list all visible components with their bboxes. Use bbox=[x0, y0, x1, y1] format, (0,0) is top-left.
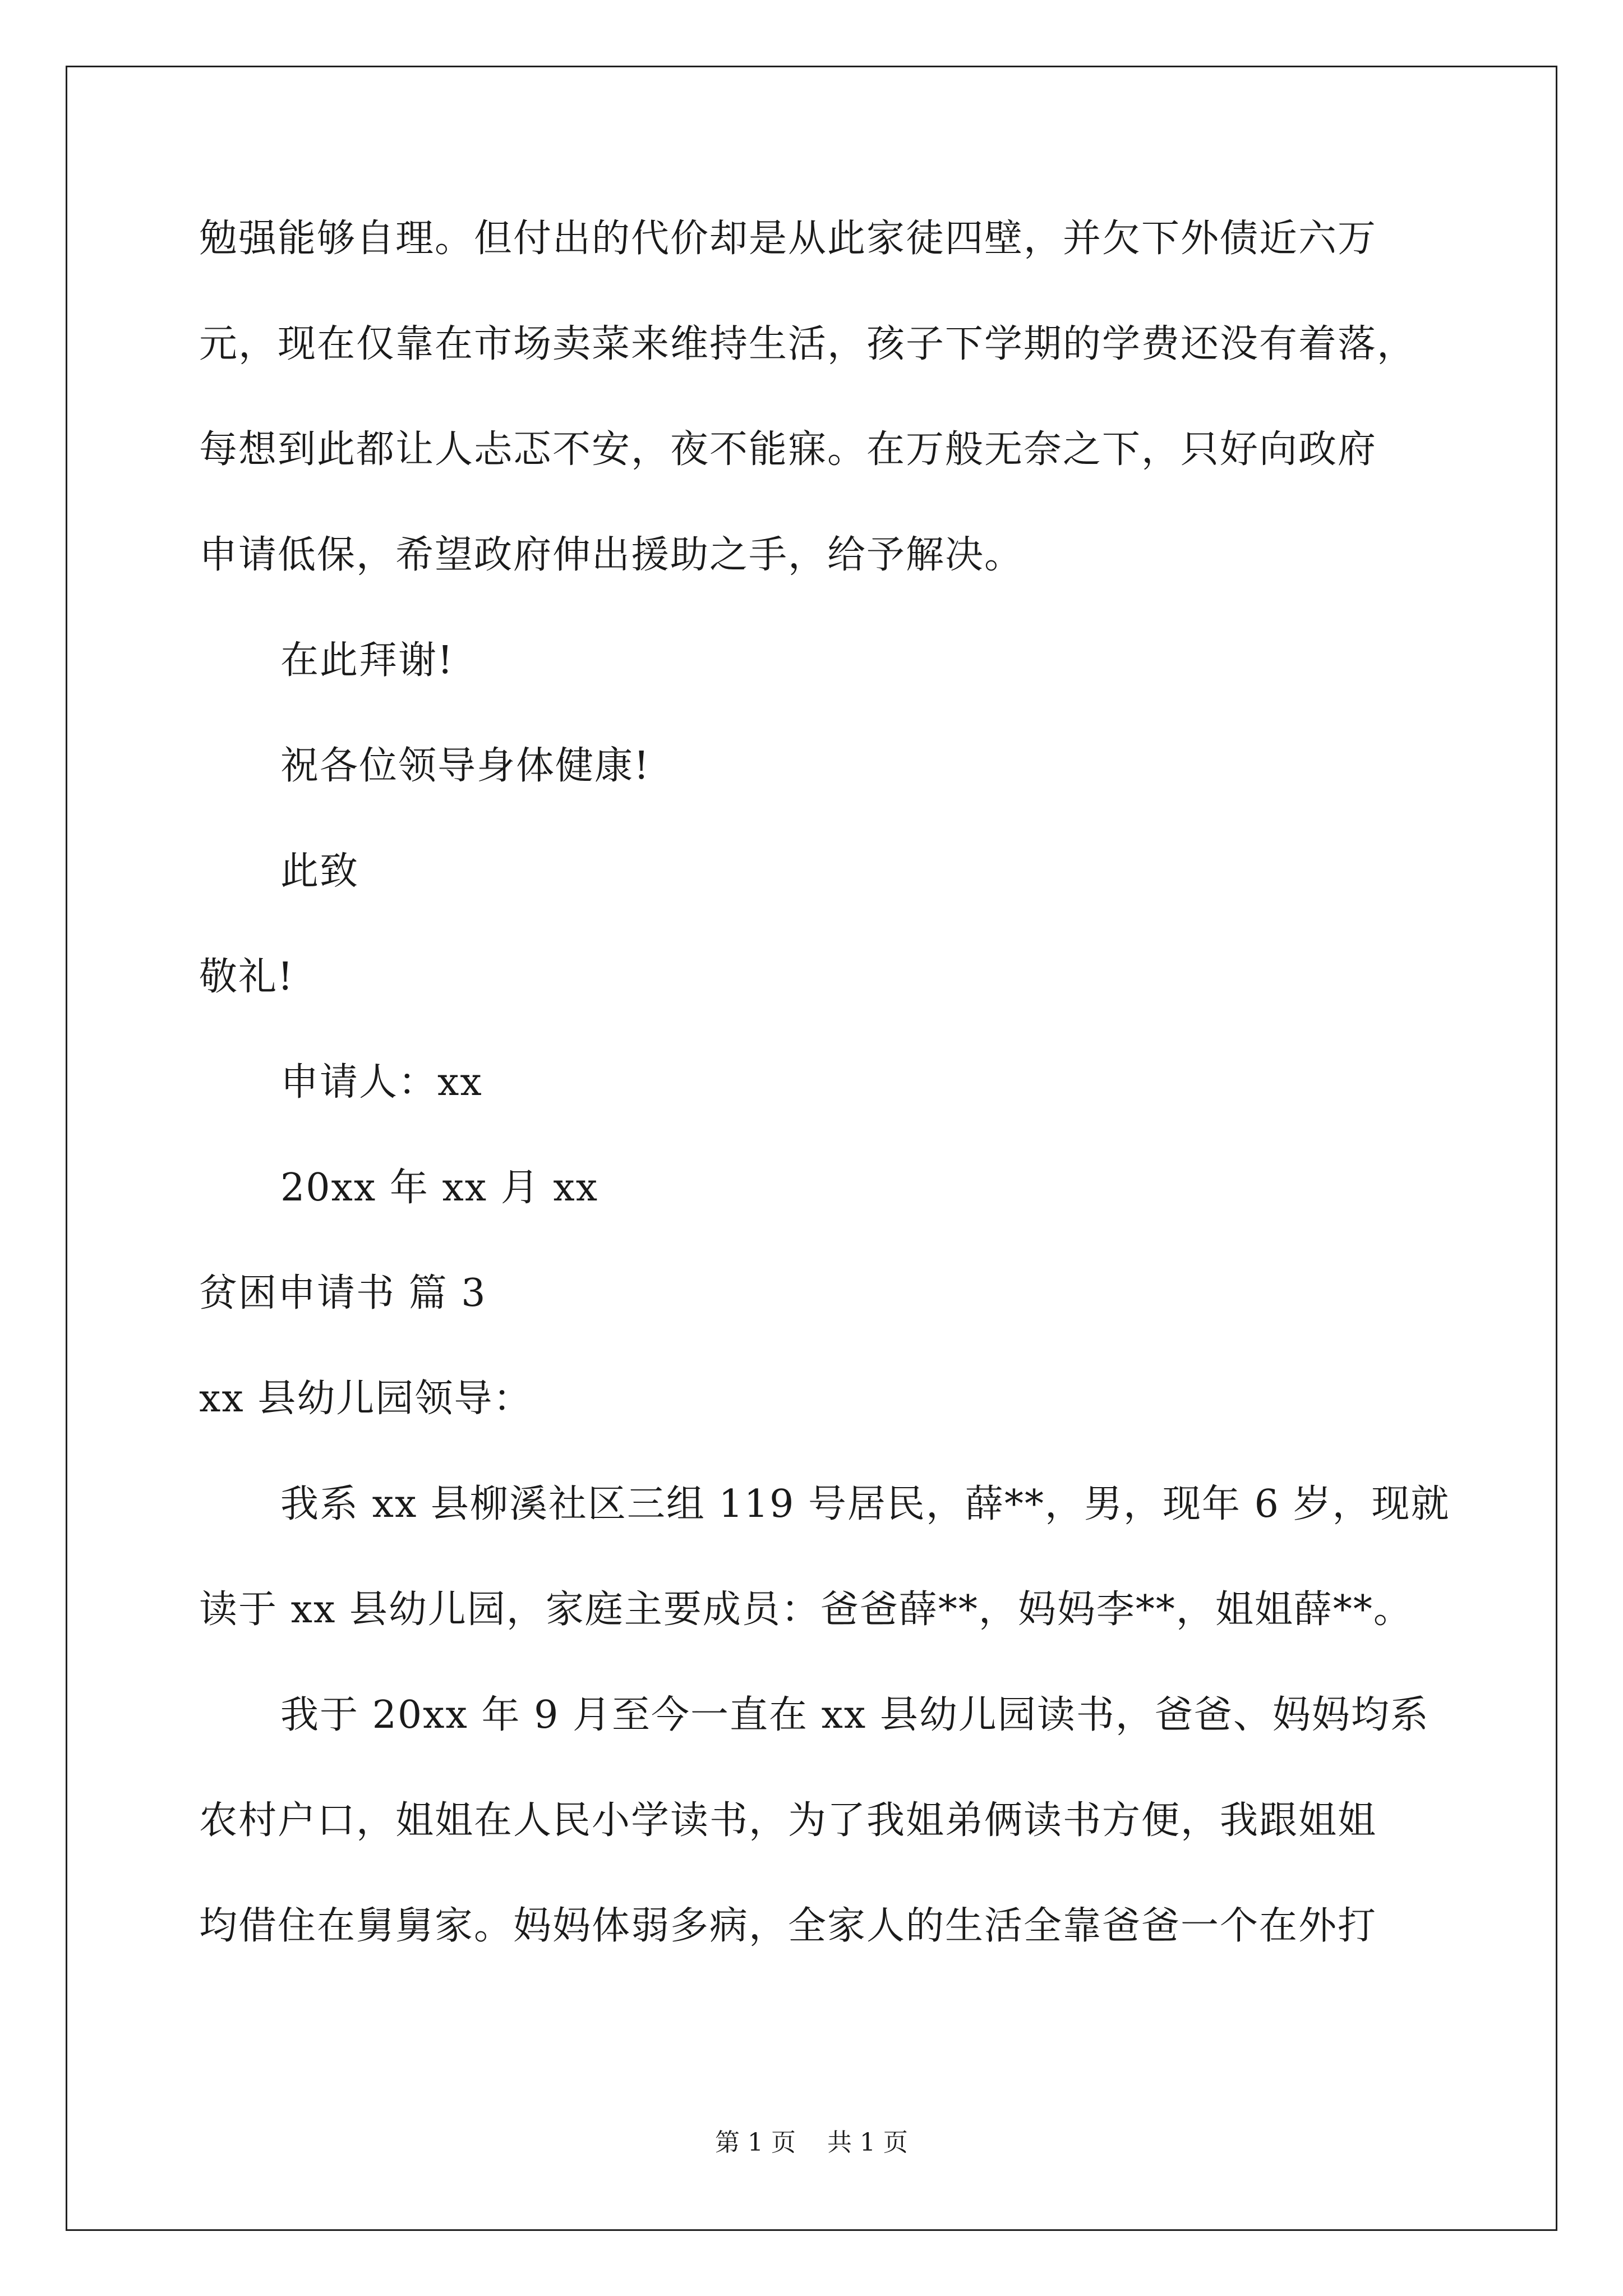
body-line-1: 勉强能够自理。但付出的代价却是从此家徒四壁，并欠下外债近六万 bbox=[199, 217, 1377, 261]
body-line-6: 读于 xx 县幼儿园，家庭主要成员：爸爸薛**，妈妈李**，姐姐薛**。 bbox=[199, 1588, 1413, 1632]
salute-line: 敬礼! bbox=[199, 955, 294, 999]
body-line-2: 元，现在仅靠在市场卖菜来维持生活，孩子下学期的学费还没有着落， bbox=[199, 322, 1417, 366]
page-footer: 第 1 页 共 1 页 bbox=[715, 2128, 908, 2157]
section-title: 贫困申请书 篇 3 bbox=[199, 1271, 487, 1315]
addressee-line: xx 县幼儿园领导： bbox=[199, 1377, 533, 1421]
applicant-line: 申请人：xx bbox=[280, 1060, 483, 1105]
body-line-7: 我于 20xx 年 9 月至今一直在 xx 县幼儿园读书，爸爸、妈妈均系 bbox=[280, 1693, 1430, 1737]
wish-line: 祝各位领导身体健康! bbox=[280, 744, 651, 788]
body-line-3: 每想到此都让人忐忑不安，夜不能寐。在万般无奈之下，只好向政府 bbox=[199, 427, 1377, 472]
body-line-4: 申请低保，希望政府伸出援助之手，给予解决。 bbox=[199, 533, 1024, 577]
body-line-9: 均借住在舅舅家。妈妈体弱多病，全家人的生活全靠爸爸一个在外打 bbox=[199, 1904, 1377, 1948]
body-line-5: 我系 xx 县柳溪社区三组 119 号居民，薛**，男，现年 6 岁，现就 bbox=[280, 1482, 1450, 1526]
closing-line: 此致 bbox=[280, 849, 359, 894]
thanks-line: 在此拜谢! bbox=[280, 638, 454, 683]
date-line: 20xx 年 xx 月 xx bbox=[280, 1166, 599, 1210]
body-line-8: 农村户口，姐姐在人民小学读书，为了我姐弟俩读书方便，我跟姐姐 bbox=[199, 1798, 1377, 1843]
